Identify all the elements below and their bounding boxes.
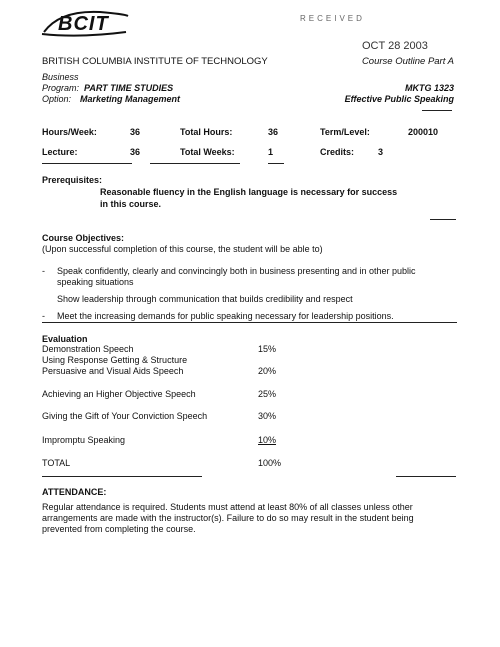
evaluation-heading: Evaluation bbox=[42, 334, 88, 344]
course-code: MKTG 1323 bbox=[404, 83, 454, 93]
total-weeks-value: 1 bbox=[268, 147, 274, 157]
hours-week-label: Hours/Week: bbox=[42, 127, 97, 137]
info-rule bbox=[150, 163, 240, 164]
course-title: Effective Public Speaking bbox=[344, 94, 454, 104]
evaluation-item-value: 20% bbox=[258, 366, 277, 376]
term-label: Term/Level: bbox=[320, 127, 370, 137]
evaluation-item-value: 10% bbox=[258, 435, 277, 445]
evaluation-item-label: Using Response Getting & Structure bbox=[42, 355, 188, 365]
objectives-heading: Course Objectives: bbox=[42, 233, 125, 243]
prerequisites-line1: Reasonable fluency in the English language is necessary for success bbox=[100, 187, 398, 197]
objective-item-3: Meet the increasing demands for public speaking necessary for leadership positions. bbox=[57, 311, 394, 321]
objective-item-2: Show leadership through communication that builds credibility and respect bbox=[57, 294, 353, 304]
total-hours-label: Total Hours: bbox=[180, 127, 233, 137]
doc-type: Course Outline Part A bbox=[361, 56, 454, 67]
received-stamp: RECEIVED bbox=[300, 14, 365, 23]
header-rule-right bbox=[422, 110, 452, 111]
logo-text: BCIT bbox=[58, 13, 109, 35]
prerequisites-heading: Prerequisites: bbox=[42, 175, 103, 185]
lecture-value: 36 bbox=[130, 147, 141, 157]
program-label: Program: bbox=[42, 83, 80, 93]
institute-name: BRITISH COLUMBIA INSTITUTE OF TECHNOLOGY bbox=[42, 56, 268, 67]
info-rule bbox=[268, 163, 284, 164]
stamp-date: OCT 28 2003 bbox=[362, 40, 428, 52]
credits-value: 3 bbox=[378, 147, 384, 157]
evaluation-rule bbox=[396, 476, 456, 477]
evaluation-item-value: 30% bbox=[258, 411, 277, 421]
lecture-label: Lecture: bbox=[42, 147, 78, 157]
objective-item-1: Speak confidently, clearly and convincingly both in business presenting and in other public bbox=[57, 266, 416, 276]
evaluation-item-label: Giving the Gift of Your Conviction Speech bbox=[42, 411, 208, 421]
evaluation-rule bbox=[42, 476, 202, 477]
evaluation-item-value: 25% bbox=[258, 389, 277, 399]
evaluation-item-label: Impromptu Speaking bbox=[42, 435, 126, 445]
bcit-logo bbox=[40, 8, 132, 38]
total-weeks-label: Total Weeks: bbox=[180, 147, 235, 157]
option-label: Option: bbox=[42, 94, 72, 104]
bullet-dash: - bbox=[42, 266, 45, 276]
evaluation-item-label: Persuasive and Visual Aids Speech bbox=[42, 366, 184, 376]
evaluation-item-label: Achieving an Higher Objective Speech bbox=[42, 389, 196, 399]
program-value: PART TIME STUDIES bbox=[84, 83, 174, 93]
objectives-rule bbox=[42, 322, 457, 323]
evaluation-total-value: 100% bbox=[258, 458, 282, 468]
bullet-dash: - bbox=[42, 311, 45, 321]
attendance-text: Regular attendance is required. Students must attend at least 80% of all classes unless other arrangements are made with the instructor(s). Failure to do so may result in the student being prevented from completing the course. bbox=[42, 502, 414, 534]
objectives-intro: (Upon successful completion of this course, the student will be able to) bbox=[42, 244, 323, 254]
objective-item-1-cont: speaking situations bbox=[57, 277, 134, 287]
evaluation-item-label: Demonstration Speech bbox=[42, 344, 134, 354]
term-value: 200010 bbox=[408, 127, 439, 137]
info-rule bbox=[42, 163, 132, 164]
attendance-heading: ATTENDANCE: bbox=[42, 487, 107, 497]
prereq-rule bbox=[430, 219, 456, 220]
evaluation-total-label: TOTAL bbox=[42, 458, 71, 468]
hours-week-value: 36 bbox=[130, 127, 141, 137]
total-hours-value: 36 bbox=[268, 127, 279, 137]
prerequisites-line2: in this course. bbox=[100, 199, 162, 209]
credits-label: Credits: bbox=[320, 147, 355, 157]
evaluation-item-value: 15% bbox=[258, 344, 277, 354]
option-value: Marketing Management bbox=[80, 94, 181, 104]
school: Business bbox=[42, 72, 79, 82]
